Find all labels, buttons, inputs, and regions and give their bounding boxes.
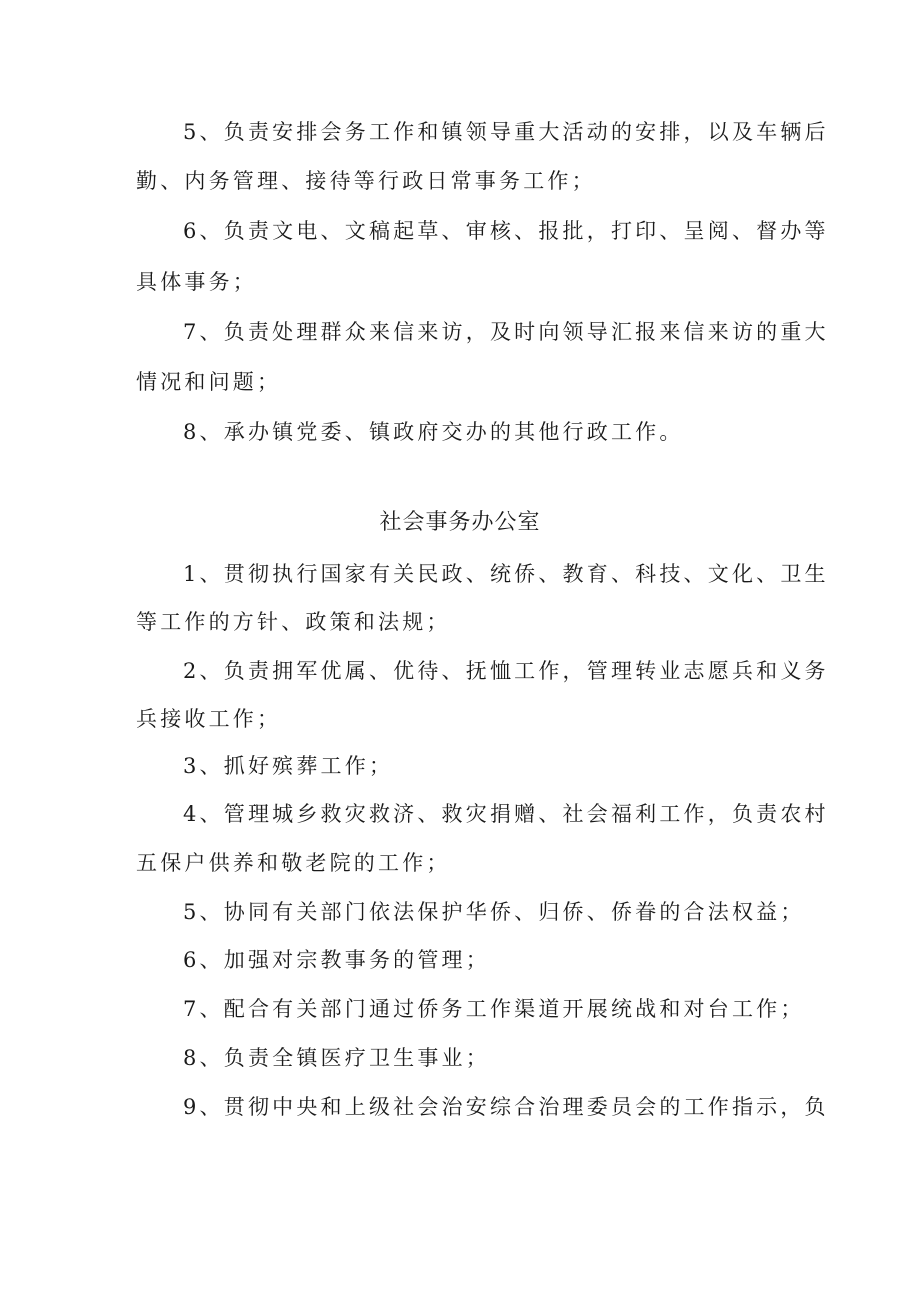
paragraph-line: 5、协同有关部门依法保护华侨、归侨、侨眷的合法权益； <box>183 900 805 924</box>
paragraph-line: 6、负责文电、文稿起草、审核、报批，打印、呈阅、督办等 <box>183 219 829 243</box>
paragraph-line: 兵接收工作； <box>136 707 282 731</box>
paragraph-line: 3、抓好殡葬工作； <box>183 754 394 778</box>
paragraph-line: 具体事务； <box>136 270 257 294</box>
paragraph-line: 2、负责拥军优属、优待、抚恤工作，管理转业志愿兵和义务 <box>183 659 829 683</box>
paragraph-line: 勤、内务管理、接待等行政日常事务工作； <box>136 169 596 193</box>
paragraph-line: 五保户供养和敬老院的工作； <box>136 851 451 875</box>
paragraph-line: 9、贯彻中央和上级社会治安综合治理委员会的工作指示，负 <box>183 1095 829 1119</box>
paragraph-line: 等工作的方针、政策和法规； <box>136 610 451 634</box>
paragraph-line: 7、负责处理群众来信来访，及时向领导汇报来信来访的重大 <box>183 320 829 344</box>
paragraph-line: 8、负责全镇医疗卫生事业； <box>183 1046 490 1070</box>
paragraph-line: 7、配合有关部门通过侨务工作渠道开展统战和对台工作； <box>183 997 805 1021</box>
paragraph-line: 6、加强对宗教事务的管理； <box>183 948 490 972</box>
paragraph-line: 情况和问题； <box>136 370 282 394</box>
section-heading: 社会事务办公室 <box>379 510 541 535</box>
paragraph-line: 8、承办镇党委、镇政府交办的其他行政工作。 <box>183 420 684 444</box>
paragraph-line: 1、贯彻执行国家有关民政、统侨、教育、科技、文化、卫生 <box>183 562 829 586</box>
paragraph-line: 5、负责安排会务工作和镇领导重大活动的安排，以及车辆后 <box>183 120 829 144</box>
paragraph-line: 4、管理城乡救灾救济、救灾捐赠、社会福利工作，负责农村 <box>183 802 829 826</box>
